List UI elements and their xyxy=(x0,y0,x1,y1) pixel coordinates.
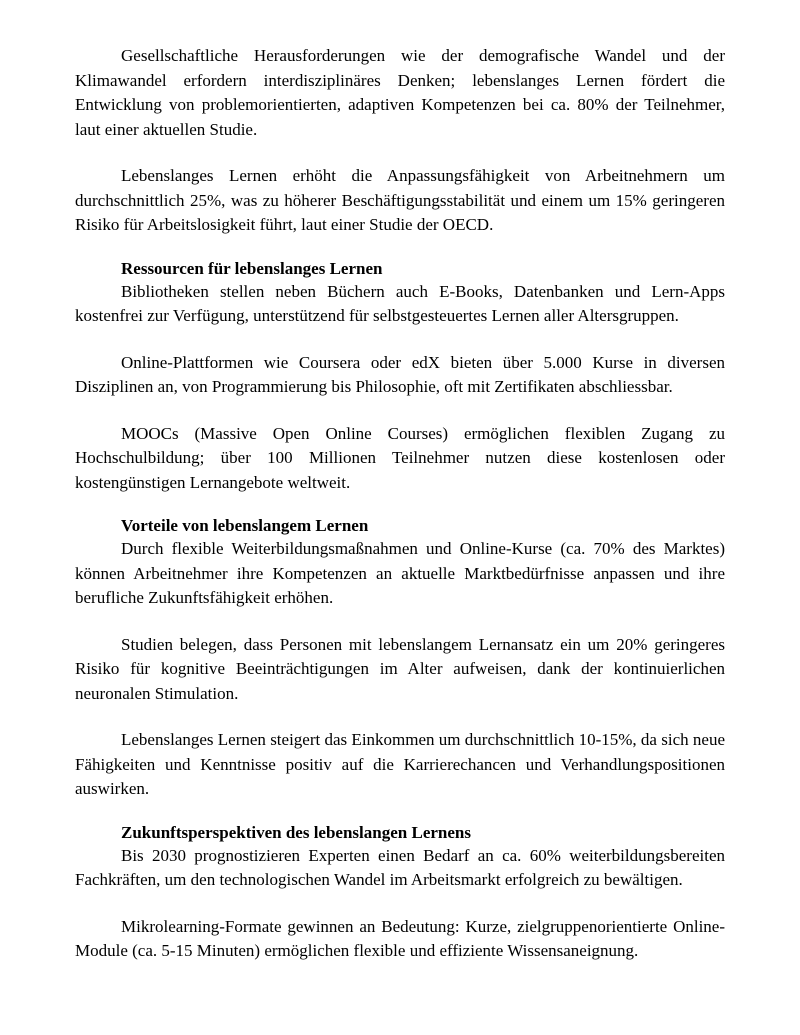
section-heading: Zukunftsperspektiven des lebenslangen Lernens xyxy=(121,822,471,842)
paragraph: Durch flexible Weiterbildungsmaßnahmen und Online-Kurse (ca. 70% des Marktes) können Arbeitnehmer ihre Kompetenzen an aktuelle Marktbedürfnisse anpassen und ihre berufliche Zukunftsfähigkeit erhöhen. xyxy=(75,539,725,607)
paragraph: Online-Plattformen wie Coursera oder edX bieten über 5.000 Kurse in diversen Disziplinen an, von Programmierung bis Philosophie, oft mit Zertifikaten abschliessbar. xyxy=(75,352,725,396)
paragraph: Bibliotheken stellen neben Büchern auch E-Books, Datenbanken und Lern-Apps kostenfrei zur Verfügung, unterstützend für selbstgesteuertes Lernen aller Altersgruppen. xyxy=(75,281,725,325)
paragraph: Lebenslanges Lernen steigert das Einkommen um durchschnittlich 10-15%, da sich neue Fähigkeiten und Kenntnisse positiv auf die Karrierechancen und Verhandlungspositionen auswirken. xyxy=(75,730,725,798)
paragraph: Studien belegen, dass Personen mit lebenslangem Lernansatz ein um 20% geringeres Risiko für kognitive Beeinträchtigungen im Alter aufweisen, dank der kontinuierlichen neuronalen Stimulation. xyxy=(75,634,725,703)
section-ressourcen xyxy=(75,258,725,496)
section-zukunftsperspektiven xyxy=(75,822,725,964)
section-heading: Vorteile von lebenslangem Lernen xyxy=(121,516,369,535)
paragraph: Mikrolearning-Formate gewinnen an Bedeutung: Kurze, zielgruppenorientierte Online-Module (ca. 5-15 Minuten) ermöglichen flexible und effiziente Wissensaneignung. xyxy=(75,916,725,960)
section-heading: Ressourcen für lebenslanges Lernen xyxy=(121,258,383,278)
paragraph-intro-2: Lebenslanges Lernen erhöht die Anpassungsfähigkeit von Arbeitnehmern um durchschnittlich 25%, was zu höherer Beschäftigungsstabilität und einem um 15% geringeren Risiko für Arbeitslosigkeit führt, laut einer Studie der OECD. xyxy=(75,166,725,234)
paragraph-intro-1: Gesellschaftliche Herausforderungen wie der demografische Wandel und der Klimawandel erfordern interdisziplinäres Denken; lebenslanges Lernen fördert die Entwicklung von problemorientierten, adaptiven Kompetenzen bei ca. 80% der Teilnehmer, laut einer aktuellen Studie. xyxy=(75,46,725,139)
section-vorteile xyxy=(75,515,725,802)
paragraph: Bis 2030 prognostizieren Experten einen Bedarf an ca. 60% weiterbildungsbereiten Fachkräften, um den technologischen Wandel im Arbeitsmarkt erfolgreich zu bewältigen. xyxy=(75,845,725,889)
document-page xyxy=(75,44,725,986)
paragraph: MOOCs (Massive Open Online Courses) ermöglichen flexiblen Zugang zu Hochschulbildung; über 100 Millionen Teilnehmer nutzen diese kostenlosen oder kostengünstigen Lernangebote weltweit. xyxy=(75,423,725,492)
